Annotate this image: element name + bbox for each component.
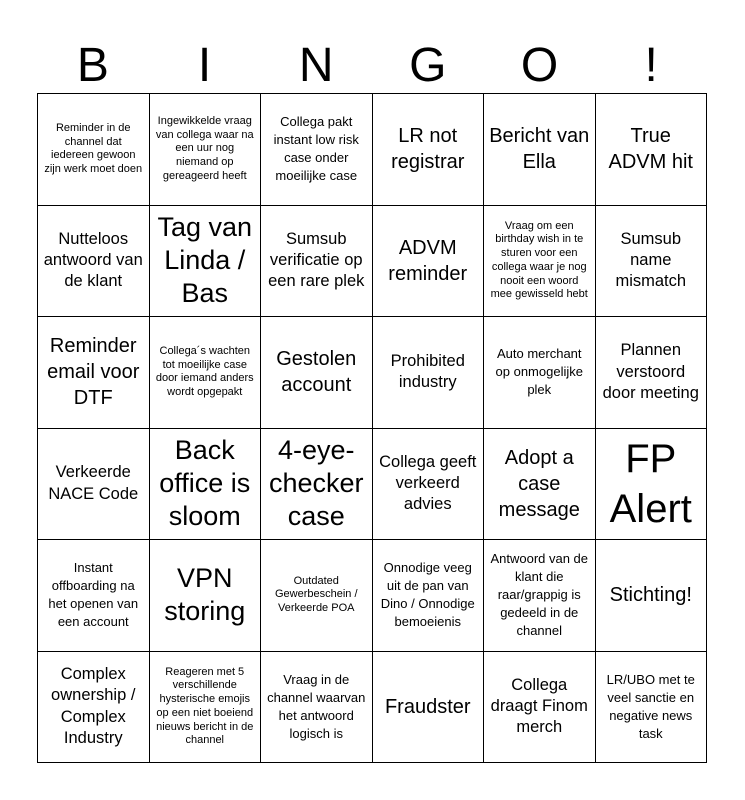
bingo-cell[interactable]: Verkeerde NACE Code (38, 429, 150, 541)
bingo-cell[interactable]: Complex ownership / Complex Industry (38, 652, 150, 764)
bingo-cell[interactable]: Vraag om een birthday wish in te sturen voor een collega waar je nog nooit een woord mee gewisseld hebt (484, 206, 596, 318)
bingo-cell[interactable]: Reminder email voor DTF (38, 317, 150, 429)
bingo-cell[interactable]: Reageren met 5 verschillende hysterische emojis op een niet boeiend nieuws bericht in de channel (150, 652, 262, 764)
bingo-cell[interactable]: Sumsub name mismatch (596, 206, 708, 318)
bingo-cell[interactable]: Sumsub verificatie op een rare plek (261, 206, 373, 318)
bingo-cell[interactable]: Fraudster (373, 652, 485, 764)
bingo-cell[interactable]: Collega pakt instant low risk case onder moeilijke case (261, 94, 373, 206)
bingo-cell[interactable]: Stichting! (596, 540, 708, 652)
bingo-title (37, 38, 707, 94)
title-letter-b: B (76, 39, 109, 92)
title-letter-exclamation: ! (644, 39, 658, 92)
bingo-cell[interactable]: Collega geeft verkeerd advies (373, 429, 485, 541)
bingo-cell[interactable]: Adopt a case message (484, 429, 596, 541)
bingo-cell[interactable]: Prohibited industry (373, 317, 485, 429)
bingo-cell[interactable]: VPN storing (150, 540, 262, 652)
bingo-cell[interactable]: Tag van Linda / Bas (150, 206, 262, 318)
bingo-cell[interactable]: Reminder in de channel dat iedereen gewoon zijn werk moet doen (38, 94, 150, 206)
title-letter-o: O (520, 39, 559, 92)
bingo-cell[interactable]: Auto merchant op onmogelijke plek (484, 317, 596, 429)
bingo-cell[interactable]: Back office is sloom (150, 429, 262, 541)
bingo-cell[interactable]: FP Alert (596, 429, 708, 541)
bingo-cell[interactable]: Nutteloos antwoord van de klant (38, 206, 150, 318)
bingo-cell[interactable]: Gestolen account (261, 317, 373, 429)
bingo-cell[interactable]: Collega draagt Finom merch (484, 652, 596, 764)
bingo-cell[interactable]: LR/UBO met te veel sanctie en negative news task (596, 652, 708, 764)
bingo-cell[interactable]: Bericht van Ella (484, 94, 596, 206)
title-letter-n: N (298, 39, 334, 92)
bingo-cell[interactable]: Onnodige veeg uit de pan van Dino / Onnodige bemoeienis (373, 540, 485, 652)
bingo-cell[interactable]: True ADVM hit (596, 94, 708, 206)
bingo-cell[interactable]: Outdated Gewerbeschein / Verkeerde POA (261, 540, 373, 652)
bingo-cell[interactable]: Antwoord van de klant die raar/grappig is gedeeld in de channel (484, 540, 596, 652)
bingo-cell[interactable]: Plannen verstoord door meeting (596, 317, 708, 429)
title-letter-i: I (197, 39, 212, 92)
bingo-cell[interactable]: Instant offboarding na het openen van een account (38, 540, 150, 652)
bingo-cell[interactable]: ADVM reminder (373, 206, 485, 318)
bingo-cell[interactable]: Ingewikkelde vraag van collega waar na een uur nog niemand op gereageerd heeft (150, 94, 262, 206)
bingo-cell[interactable]: Vraag in de channel waarvan het antwoord logisch is (261, 652, 373, 764)
title-letter-g: G (409, 39, 447, 92)
bingo-cell[interactable]: 4-eye-checker case (261, 429, 373, 541)
bingo-board (37, 93, 707, 763)
bingo-cell[interactable]: Collega´s wachten tot moeilijke case door iemand anders wordt opgepakt (150, 317, 262, 429)
bingo-cell[interactable]: LR not registrar (373, 94, 485, 206)
